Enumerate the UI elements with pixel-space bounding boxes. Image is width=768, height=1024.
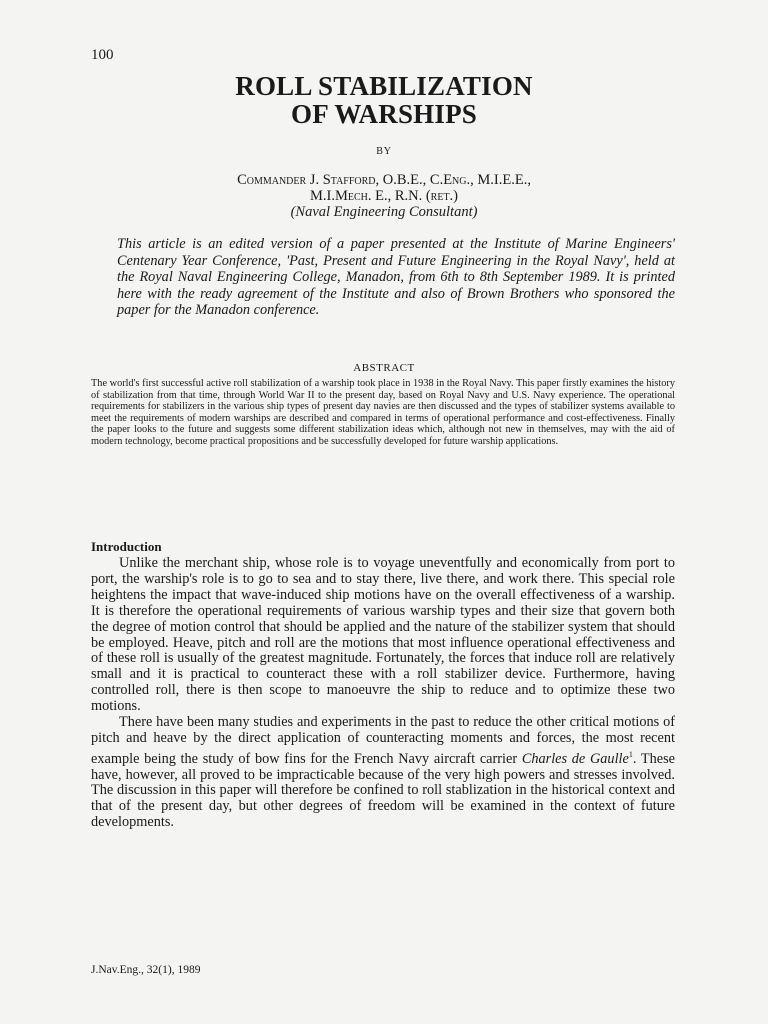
author-role: (Naval Engineering Consultant) <box>290 204 478 220</box>
editorial-note: This article is an edited version of a paper presented at the Institute of Marine Engineers' Centenary Year Conference, 'Past, Present and Future Engineering in the Royal Navy', held at the Royal Naval Engineering College, Manadon, from 6th to 8th September 1989. It is printed here with the ready agreement of the Institute and also of Brown Brothers who sponsored the paper for the Manadon conference. <box>117 236 675 318</box>
footnote-ref: 1 <box>628 749 633 759</box>
article-title <box>0 72 768 128</box>
author-block <box>0 172 768 220</box>
introduction-body <box>91 556 675 831</box>
paragraph-2 <box>91 715 675 831</box>
title-line-1: ROLL STABILIZATION <box>235 71 533 101</box>
abstract-heading: ABSTRACT <box>353 362 415 374</box>
title-line-2: OF WARSHIPS <box>291 99 477 129</box>
ship-name: Charles de Gaulle <box>521 750 629 767</box>
paragraph-2-part-a: There have been many studies and experiments in the past to reduce the other critical motions of pitch and heave by the direct application of counteracting moments and forces, the most recent example being the study of bow fins for the French Navy aircraft carrier <box>91 714 675 767</box>
author-line-1: Commander J. Stafford, O.B.E., C.Eng., M.I.E.E., <box>237 172 531 188</box>
abstract-body: The world's first successful active roll stabilization of a warship took place in 1938 in the Royal Navy. This paper firstly examines the history of stabilization from that time, through World War II to the present day, based on Royal Navy and U.S. Navy experience. The operational requirements for stabilizers in the various ship types of present day navies are then discussed and the types of stabilizer systems available to meet the requirements of modern warships are described and compared in terms of operational performance and cost-effectiveness. Finally the paper looks to the future and suggests some different stabilization ideas which, although not new in themselves, may with the aid of modern technology, become practical propositions and be successfully developed for future warship applications. <box>91 378 675 447</box>
paragraph-2-part-b: . These have, however, all proved to be impracticable because of the very high powers and stresses involved. The discussion in this paper will therefore be confined to roll stablization in the historical context and that of the present day, but other degrees of freedom will be examined in the context of future developments. <box>91 750 675 831</box>
journal-footer: J.Nav.Eng., 32(1), 1989 <box>91 964 201 976</box>
page-number: 100 <box>91 47 114 63</box>
section-heading-introduction: Introduction <box>91 539 162 554</box>
paragraph-1: Unlike the merchant ship, whose role is to voyage uneventfully and economically from port to port, the warship's role is to go to sea and to stay there, live there, and work there. This special role heightens the impact that wave-induced ship motions have on the overall effectiveness of a warship. It is therefore the operational requirements of various warship types and their size that govern both the degree of motion control that should be applied and the nature of the stabilizer system that should be employed. Heave, pitch and roll are the motions that most influence operational effectiveness and of these roll is usually of the greatest magnitude. Fortunately, the forces that induce roll are relatively small and it is practical to counteract these with a roll stabilizer device. Furthermore, having controlled roll, there is then scope to manoeuvre the ship to reduce and to optimize these two motions. <box>91 555 675 715</box>
by-line: BY <box>376 146 392 157</box>
author-line-2: M.I.Mech. E., R.N. (ret.) <box>309 188 459 204</box>
